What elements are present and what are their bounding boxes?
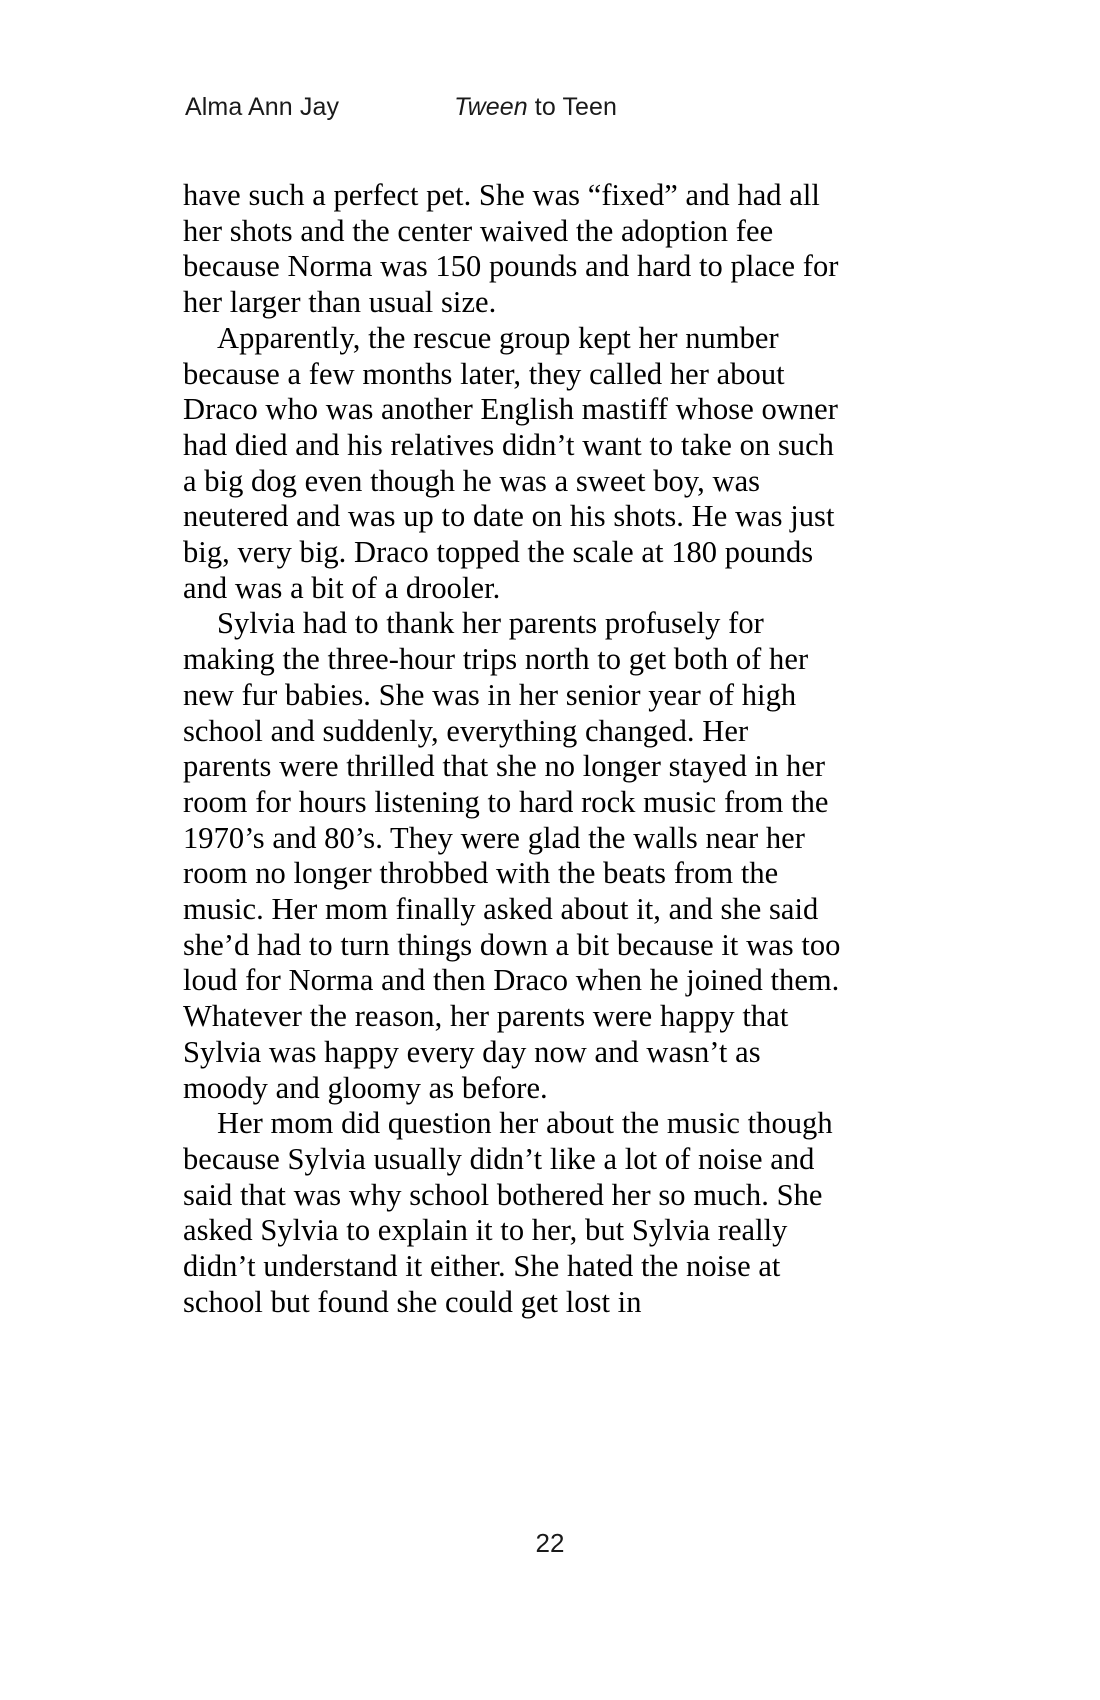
- body-text: [183, 178, 843, 1321]
- paragraph: Apparently, the rescue group kept her number because a few months later, they called her about Draco who was another English mastiff whose owner had died and his relatives didn’t want to take on such a big dog even though he was a sweet boy, was neutered and was up to date on his shots. He was just big, very big. Draco topped the scale at 180 pounds and was a bit of a drooler.: [183, 320, 838, 605]
- running-head: [185, 93, 885, 122]
- running-head-title-italic: Tween: [454, 93, 528, 121]
- paragraph: Sylvia had to thank her parents profusely for making the three-hour trips north to get both of her new fur babies. She was in her senior year of high school and suddenly, everything changed. Her parents were thrilled that she no longer stayed in her room for hours listening to hard rock music from the 1970’s and 80’s. They were glad the walls near her room no longer throbbed with the beats from the music. Her mom finally asked about it, and she said she’d had to turn things down a bit because it was too loud for Norma and then Draco when he joined them. Whatever the reason, her parents were happy that Sylvia was happy every day now and wasn’t as moody and gloomy as before.: [183, 606, 841, 1105]
- paragraph: have such a perfect pet. She was “fixed” and had all her shots and the center waived the adoption fee because Norma was 150 pounds and hard to place for her larger than usual size.: [183, 178, 839, 320]
- running-head-title: [454, 93, 617, 122]
- running-head-author: Alma Ann Jay: [185, 93, 340, 121]
- paragraph: Her mom did question her about the music though because Sylvia usually didn’t like a lot of noise and said that was why school bothered her so much. She asked Sylvia to explain it to her, but Sylvia really didn’t understand it either. She hated the noise at school but found she could get lost in: [183, 1106, 833, 1319]
- running-head-title-rest: to Teen: [527, 93, 618, 121]
- page-number: 22: [535, 1528, 565, 1558]
